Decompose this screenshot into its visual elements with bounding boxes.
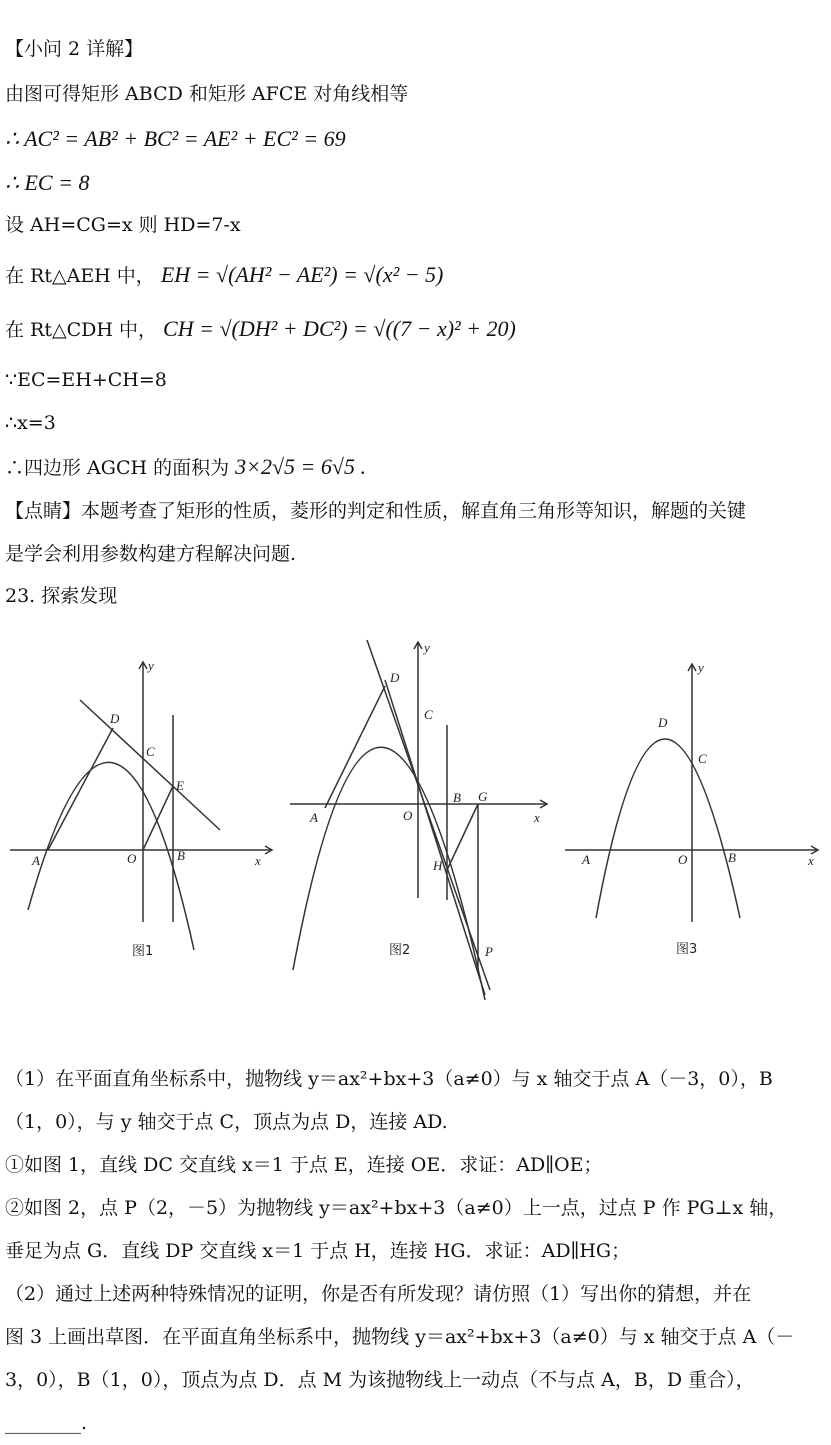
fig3-label-c: C bbox=[698, 751, 707, 766]
fig2-segment-ad bbox=[325, 686, 385, 808]
solution-header: 【小问 2 详解】 bbox=[5, 38, 144, 60]
q23-line-5: 垂足为点 G．直线 DP 交直线 x＝1 于点 H，连接 HG．求证：AD∥HG； bbox=[5, 1240, 631, 1262]
fig1-segment-oe bbox=[143, 786, 173, 850]
fig2-label-x: x bbox=[534, 810, 540, 825]
q23-line-4: ②如图 2，点 P（2，－5）为抛物线 y＝ax²+bx+3（a≠0）上一点，过点 P 作 PG⊥x 轴， bbox=[5, 1197, 788, 1219]
solution-line-6-label: 在 Rt△CDH 中， bbox=[5, 319, 157, 341]
note-line-1: 【点睛】本题考查了矩形的性质，菱形的判定和性质，解直角三角形等知识，解题的关键 bbox=[5, 500, 747, 522]
fig1-label-x: x bbox=[255, 853, 261, 868]
question-23-title: 23. 探索发现 bbox=[5, 585, 118, 607]
fig1-parabola bbox=[28, 762, 194, 950]
fig1-segment-ad bbox=[48, 728, 113, 850]
solution-line-9 bbox=[5, 454, 366, 480]
solution-line-5 bbox=[5, 262, 443, 288]
q23-line-1: （1）在平面直角坐标系中，抛物线 y＝ax²+bx+3（a≠0）与 x 轴交于点 A（－3，0），B bbox=[5, 1068, 773, 1090]
q23-line-2: （1，0），与 y 轴交于点 C，顶点为点 D，连接 AD. bbox=[5, 1111, 448, 1133]
solution-line-9-formula: 3×2√5 = 6√5 . bbox=[235, 454, 366, 479]
fig2-label-g: G bbox=[478, 789, 488, 804]
fig3-label-y: y bbox=[698, 660, 704, 675]
fig1-label-c: C bbox=[146, 744, 155, 759]
solution-line-2: ∴ AC² = AB² + BC² = AE² + EC² = 69 bbox=[5, 126, 346, 151]
fig3-caption: 图3 bbox=[676, 942, 698, 957]
fig2-label-h: H bbox=[433, 858, 443, 873]
fig1-caption: 图1 bbox=[132, 944, 154, 959]
fig2-parabola bbox=[293, 747, 485, 1000]
fig1-label-d: D bbox=[110, 711, 120, 726]
fig3-label-o: O bbox=[678, 852, 688, 867]
fig2-label-p: P bbox=[485, 944, 493, 959]
fig3-label-d: D bbox=[658, 715, 668, 730]
q23-line-6: （2）通过上述两种特殊情况的证明，你是否有所发现？请仿照（1）写出你的猜想，并在 bbox=[5, 1283, 752, 1305]
fig2-label-c: C bbox=[424, 707, 433, 722]
fig1-line-dc bbox=[80, 700, 220, 830]
q23-line-7: 图 3 上画出草图．在平面直角坐标系中，抛物线 y＝ax²+bx+3（a≠0）与 x 轴交于点 A（－ bbox=[5, 1326, 795, 1348]
solution-line-4: 设 AH=CG=x 则 HD=7-x bbox=[5, 214, 241, 236]
solution-line-8: ∴x=3 bbox=[5, 412, 56, 434]
q23-line-8: 3，0），B（1，0），顶点为点 D．点 M 为该抛物线上一动点（不与点 A，B，D 重合）， bbox=[5, 1369, 755, 1391]
fig1-label-b: B bbox=[177, 848, 185, 863]
fig3-parabola bbox=[596, 739, 740, 918]
solution-line-6-formula: CH = √(DH² + DC²) = √((7 − x)² + 20) bbox=[163, 316, 516, 341]
fig2-label-a: A bbox=[310, 810, 318, 825]
solution-line-1: 由图可得矩形 ABCD 和矩形 AFCE 对角线相等 bbox=[5, 83, 409, 105]
fig1-label-o: O bbox=[127, 851, 137, 866]
solution-line-6 bbox=[5, 316, 516, 342]
fig1-label-e: E bbox=[176, 778, 184, 793]
q23-line-9-blank: ________. bbox=[5, 1412, 88, 1434]
q23-line-3: ①如图 1，直线 DC 交直线 x＝1 于点 E，连接 OE．求证：AD∥OE； bbox=[5, 1154, 603, 1176]
fig3-label-b: B bbox=[728, 850, 736, 865]
solution-line-3: ∴ EC = 8 bbox=[5, 170, 90, 195]
note-line-2: 是学会利用参数构建方程解决问题. bbox=[5, 543, 297, 565]
fig1-label-a: A bbox=[32, 853, 40, 868]
solution-line-9-label: ∴四边形 AGCH 的面积为 bbox=[5, 457, 230, 479]
solution-line-5-label: 在 Rt△AEH 中， bbox=[5, 265, 155, 287]
fig1-label-y: y bbox=[148, 658, 154, 673]
fig3-label-x: x bbox=[808, 853, 814, 868]
solution-line-7: ∵EC=EH+CH=8 bbox=[5, 369, 167, 391]
fig2-label-b: B bbox=[453, 790, 461, 805]
figure-2 bbox=[285, 630, 555, 1000]
fig3-label-a: A bbox=[582, 852, 590, 867]
fig2-label-d: D bbox=[390, 670, 400, 685]
fig2-label-o: O bbox=[403, 808, 413, 823]
question-23-body bbox=[5, 1058, 827, 1445]
fig2-label-y: y bbox=[424, 640, 430, 655]
solution-line-5-formula: EH = √(AH² − AE²) = √(x² − 5) bbox=[160, 262, 444, 287]
figure-1 bbox=[10, 650, 280, 970]
fig2-segment-hg bbox=[447, 804, 478, 870]
fig2-caption: 图2 bbox=[389, 943, 411, 958]
figure-3 bbox=[560, 650, 825, 970]
